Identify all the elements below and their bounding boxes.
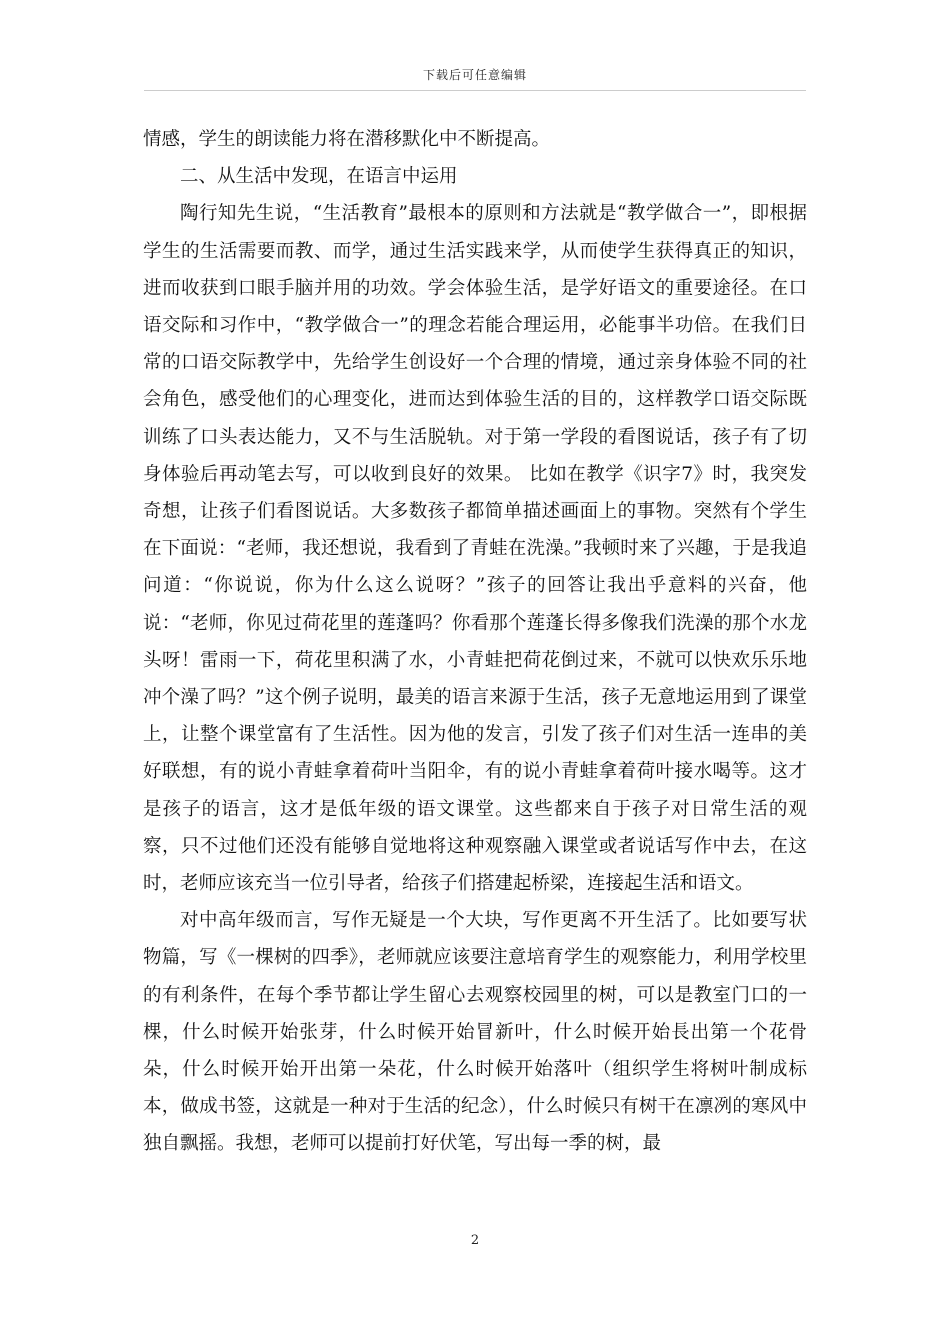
paragraph-continuation: 情感，学生的朗读能力将在潜移默化中不断提高。 xyxy=(143,129,551,150)
page-header: 下载后可任意编辑 xyxy=(422,68,527,82)
document-body xyxy=(143,121,807,1163)
paragraph: 对中高年级而言，写作无疑是一个大块，写作更离不开生活了。比如要写状物篇，写《一棵树的四季》，老师就应该要注意培育学生的观察能力，利用学校里的有利条件，在每个季节都让学生留心去观察校园里的树，可以是教室门口的一棵，什么时候开始张芽，什么时候开始冒新叶，什么时候开始長出第一个花骨朵，什么时候开始开出第一朵花，什么时候开始落叶（组织学生将树叶制成标本，做成书签，这就是一种对于生活的纪念），什么时候只有树干在凛冽的寒风中独自飘摇。我想，老师可以提前打好伏笔，写出每一季的树，最 xyxy=(143,910,807,1155)
paragraph: 陶行知先生说，“生活教育”最根本的原则和方法就是“教学做合一”，即根据学生的生活需要而教、而学，通过生活实践来学，从而使学生获得真正的知识，进而收获到口眼手脑并用的功效。学会体验生活，是学好语文的重要途径。在口语交际和习作中，“教学做合一”的理念若能合理运用，必能事半功倍。在我们日常的口语交际教学中，先给学生创设好一个合理的情境，通过亲身体验不同的社会角色，感受他们的心理变化，进而达到体验生活的目的，这样教学口语交际既训练了口头表达能力，又不与生活脱轨。对于第一学段的看图说话，孩子有了切身体验后再动笔去写，可以收到良好的效果。 比如在教学《识字7》时，我突发奇想，让孩子们看图说话。大多数孩子都简单描述画面上的事物。突然有个学生在下面说：“老师，我还想说，我看到了青蛙在洗澡。”我顿时来了兴趣，于是我追问道：“你说说，你为什么这么说呀？”孩子的回答让我出乎意料的兴奋，他说：“老师，你见过荷花里的莲蓬吗？你看那个莲蓬长得多像我们洗澡的那个水龙头呀！雷雨一下，荷花里积满了水，小青蛙把荷花倒过来，不就可以快欢乐乐地冲个澡了吗？”这个例子说明，最美的语言来源于生活，孩子无意地运用到了课堂上，让整个课堂富有了生活性。因为他的发言，引发了孩子们对生活一连串的美好联想，有的说小青蛙拿着荷叶当阳伞，有的说小青蛙拿着荷叶接水喝等。这才是孩子的语言，这才是低年级的语文课堂。这些都来自于孩子对日常生活的观察，只不过他们还没有能够自觉地将这种观察融入课堂或者说话写作中去，在这时，老师应该充当一位引导者，给孩子们搭建起桥梁，连接起生活和语文。 xyxy=(143,203,807,895)
header-divider xyxy=(144,90,806,91)
page-number: 2 xyxy=(470,1233,480,1248)
section-heading: 二、从生活中发现，在语言中运用 xyxy=(180,166,458,188)
